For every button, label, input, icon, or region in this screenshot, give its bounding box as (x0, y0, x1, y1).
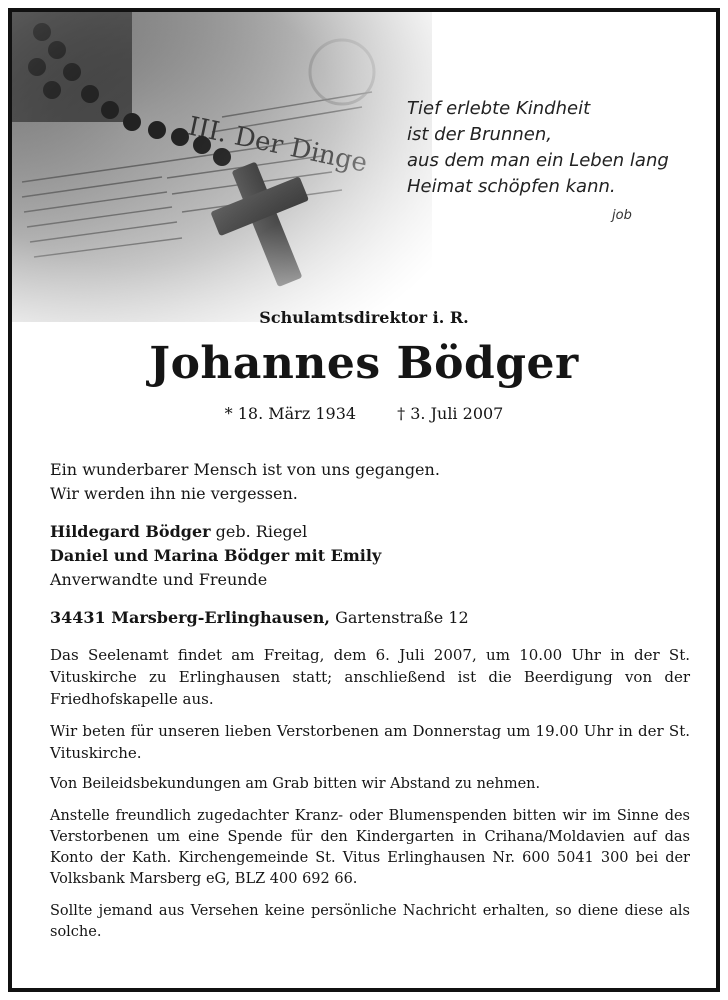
motto-line: Heimat schöpfen kann. (407, 176, 616, 197)
mourners-list (50, 520, 690, 592)
paragraph-condolences: Von Beileidsbekundungen am Grab bitten wir Abstand zu nehmen. (50, 776, 541, 792)
paragraph-prayer: Wir beten für unseren lieben Verstorbenen am Donnerstag um 19.00 Uhr in der St. Vituskirche. (50, 722, 690, 762)
mourner-widow (50, 520, 690, 544)
death-date: † 3. Juli 2007 (397, 404, 504, 423)
intro-line: Ein wunderbarer Mensch ist von uns gegangen. (50, 460, 440, 479)
birth-date: * 18. März 1934 (224, 404, 357, 423)
motto-author: job (612, 208, 632, 223)
obituary-body (50, 458, 690, 954)
life-dates (12, 404, 716, 423)
paragraph-donation: Anstelle freundlich zugedachter Kranz- oder Blumenspenden bitten wir im Sinne des Verstorbenen um eine Spende für den Kindergarten in Crihana/Moldavien auf das Konto der Kath. Kirchengemeinde St. Vitus Erlinghausen Nr. 600 5041 300 bei der Volksbank Marsberg eG, BLZ 400 692 66. (50, 808, 690, 887)
mourner-family: Daniel und Marina Bödger mit Emily (50, 546, 382, 565)
paragraph-service: Das Seelenamt findet am Freitag, dem 6. Juli 2007, um 10.00 Uhr in der St. Vituskirche zu Erlinghausen statt; anschließend ist die Beerdigung von der Friedhofskapelle aus. (50, 646, 690, 708)
deceased-title: Schulamtsdirektor i. R. (259, 308, 469, 327)
paragraph-notice: Sollte jemand aus Versehen keine persönliche Nachricht erhalten, so diene diese als solche. (50, 903, 690, 940)
intro-line: Wir werden ihn nie vergessen. (50, 484, 298, 503)
rosary-bible-photo (12, 12, 432, 322)
motto-quote (407, 96, 707, 200)
mourner-widow-maiden: geb. Riegel (210, 522, 308, 541)
deceased-name: Johannes Bödger (149, 338, 579, 389)
obituary-frame (8, 8, 720, 992)
intro-text (50, 458, 690, 506)
motto-line: ist der Brunnen, (407, 124, 552, 145)
address (50, 606, 690, 630)
motto-line: aus dem man ein Leben lang (407, 150, 669, 171)
address-street: Gartenstraße 12 (330, 608, 469, 627)
address-city: 34431 Marsberg-Erlinghausen, (50, 608, 330, 627)
mourner-widow-name: Hildegard Bödger (50, 522, 211, 541)
mourner-relatives: Anverwandte und Freunde (50, 570, 268, 589)
motto-line: Tief erlebte Kindheit (407, 98, 591, 119)
